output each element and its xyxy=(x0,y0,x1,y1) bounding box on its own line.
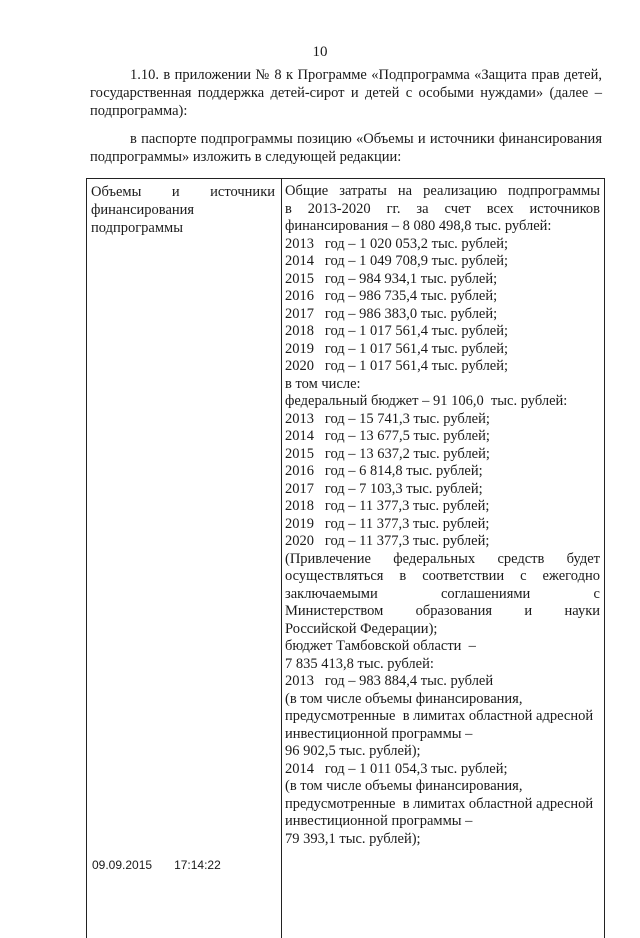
financing-line: 2014 год – 1 049 708,9 тыс. рублей; xyxy=(285,253,509,269)
financing-line: Министерством образования и науки xyxy=(285,603,600,619)
financing-line: 96 902,5 тыс. рублей); xyxy=(285,743,421,759)
financing-line: 79 393,1 тыс. рублей); xyxy=(285,830,421,847)
financing-line: 2015 год – 13 637,2 тыс. рублей; xyxy=(285,445,490,462)
financing-line: Российской Федерации); xyxy=(285,620,438,637)
intro-paragraph-2-text: в паспорте подпрограммы позицию «Объемы и источники финансирования подпрограммы» изложить в следующей редакции: xyxy=(90,131,602,165)
financing-line: финансирования – 8 080 498,8 тыс. рублей: xyxy=(285,218,552,234)
financing-line: инвестиционной программы – xyxy=(285,813,473,829)
financing-line: 2013 год – 1 020 053,2 тыс. рублей; xyxy=(285,235,509,252)
table-left-cell: Объемы и источники финансирования подпрограммы xyxy=(91,184,275,236)
financing-line: 2018 год – 11 377,3 тыс. рублей; xyxy=(285,498,490,514)
financing-line: 7 835 413,8 тыс. рублей: xyxy=(285,655,434,672)
financing-line: 2017 год – 986 383,0 тыс. рублей; xyxy=(285,305,498,322)
intro-paragraph-1 xyxy=(90,66,602,120)
financing-line: предусмотренные в лимитах областной адресной xyxy=(285,708,594,724)
intro-paragraph-1-text: 1.10. в приложении № 8 к Программе «Подпрограмма «Защита прав детей, государственная поддержка детей-сирот и детей с особыми нуждами» (далее – подпрограмма): xyxy=(90,67,602,119)
financing-line: в том числе: xyxy=(285,375,361,392)
footer-time: 17:14:22 xyxy=(174,858,221,872)
intro-paragraph-2 xyxy=(90,130,602,166)
financing-line: бюджет Тамбовской области – xyxy=(285,638,476,654)
financing-line: 2013 год – 983 884,4 тыс. рублей xyxy=(285,673,494,689)
financing-line: федеральный бюджет – 91 106,0 тыс. рублей: xyxy=(285,393,568,409)
table-column-divider xyxy=(281,178,282,938)
financing-line: 2020 год – 1 017 561,4 тыс. рублей; xyxy=(285,358,509,374)
financing-line: 2015 год – 984 934,1 тыс. рублей; xyxy=(285,270,498,287)
financing-line: (в том числе объемы финансирования, xyxy=(285,778,523,794)
financing-line: 2016 год – 6 814,8 тыс. рублей; xyxy=(285,463,483,479)
financing-line: 2014 год – 13 677,5 тыс. рублей; xyxy=(285,428,490,444)
financing-line: Общие затраты на реализацию подпрограммы xyxy=(285,183,600,199)
financing-line: предусмотренные в лимитах областной адресной xyxy=(285,795,594,812)
financing-line: 2020 год – 11 377,3 тыс. рублей; xyxy=(285,533,490,549)
financing-line: 2018 год – 1 017 561,4 тыс. рублей; xyxy=(285,323,509,339)
financing-line: (в том числе объемы финансирования, xyxy=(285,690,523,707)
page-number: 10 xyxy=(312,44,328,60)
financing-line: 2019 год – 1 017 561,4 тыс. рублей; xyxy=(285,340,509,357)
financing-line: 2014 год – 1 011 054,3 тыс. рублей; xyxy=(285,760,508,777)
financing-line: 2017 год – 7 103,3 тыс. рублей; xyxy=(285,480,483,497)
financing-line: в 2013-2020 гг. за счет всех источников xyxy=(285,200,600,217)
financing-line: 2013 год – 15 741,3 тыс. рублей; xyxy=(285,410,490,427)
financing-line: (Привлечение федеральных средств будет xyxy=(285,550,600,567)
table-right-cell xyxy=(285,183,600,848)
footer-timestamp xyxy=(92,858,221,872)
footer-date: 09.09.2015 xyxy=(92,858,153,872)
financing-line: 2019 год – 11 377,3 тыс. рублей; xyxy=(285,515,490,532)
financing-line: заключаемыми соглашениями с xyxy=(285,585,600,602)
financing-line: осуществляться в соответствии с ежегодно xyxy=(285,568,600,584)
financing-line: 2016 год – 986 735,4 тыс. рублей; xyxy=(285,288,498,304)
financing-line: инвестиционной программы – xyxy=(285,725,473,742)
